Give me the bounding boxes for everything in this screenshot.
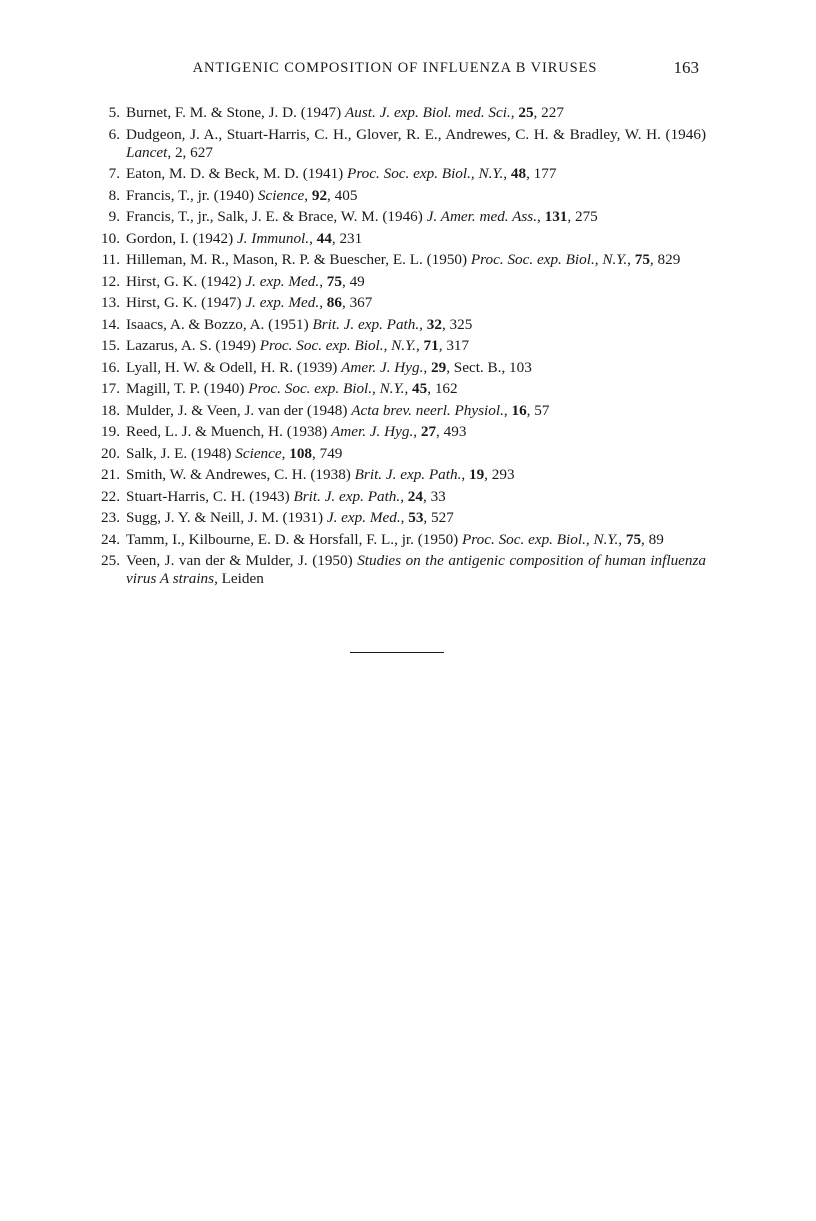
reference-authors: Veen, J. van der & Mulder, J. (1950) [126, 552, 353, 569]
reference-journal: Amer. J. Hyg. [331, 423, 414, 440]
reference-authors: Hilleman, M. R., Mason, R. P. & Buescher, E. L. (1950) [126, 251, 468, 268]
reference-journal: Brit. J. exp. Path. [293, 487, 401, 505]
reference-volume: 44 [316, 229, 332, 247]
reference-number: 7. [108, 165, 120, 182]
reference-journal: J. Immunol. [236, 229, 310, 247]
reference-authors: Burnet, F. M. & Stone, J. D. (1947) [126, 104, 342, 121]
reference-journal: J. exp. Med. [245, 272, 320, 290]
reference-number: 19. [101, 423, 120, 440]
reference-authors: Hirst, G. K. (1947) [126, 294, 242, 311]
reference-number: 21. [101, 466, 120, 483]
reference-volume: 131 [544, 208, 568, 225]
reference-number: 25. [101, 552, 120, 569]
reference-number: 22. [101, 487, 120, 505]
reference-volume: 25 [518, 104, 534, 121]
reference-authors: Eaton, M. D. & Beck, M. D. (1941) [126, 165, 344, 182]
reference-item: 12. Hirst, G. K. (1942) J. exp. Med., 75, 49 [82, 273, 706, 291]
reference-number: 16. [101, 358, 120, 376]
reference-journal: J. exp. Med. [326, 509, 401, 526]
reference-authors: Reed, L. J. & Muench, H. (1938) [126, 423, 328, 440]
reference-number: 8. [108, 186, 120, 204]
reference-pages: , 325 [441, 315, 473, 333]
reference-item: 24. Tamm, I., Kilbourne, E. D. & Horsfall, F. L., jr. (1950) Proc. Soc. exp. Biol., N.Y., 75, 89 [82, 531, 706, 549]
reference-item: 14. Isaacs, A. & Bozzo, A. (1951) Brit. J. exp. Path., 32, 325 [82, 316, 706, 334]
reference-volume: 92 [311, 186, 328, 204]
reference-authors: Tamm, I., Kilbourne, E. D. & Horsfall, F. L., jr. (1950) [126, 530, 459, 548]
reference-pages: , Sect. B., 103 [446, 358, 532, 376]
reference-pages: , 829 [649, 251, 681, 268]
reference-journal: J. Amer. med. Ass. [426, 208, 538, 225]
reference-journal: Studies on the antigenic composition of human influenza virus A strains [126, 552, 707, 587]
reference-pages: , 293 [484, 466, 515, 483]
reference-volume: 75 [634, 251, 650, 268]
reference-journal: J. exp. Med. [245, 294, 320, 311]
reference-number: 17. [101, 380, 120, 397]
reference-pages: , 367 [341, 294, 373, 311]
reference-item: 19. Reed, L. J. & Muench, H. (1938) Amer. J. Hyg., 27, 493 [82, 423, 706, 441]
reference-number: 14. [101, 315, 120, 333]
page-number: 163 [673, 58, 699, 77]
reference-item: 5. Burnet, F. M. & Stone, J. D. (1947) Aust. J. exp. Biol. med. Sci., 25, 227 [82, 104, 706, 122]
reference-volume: 48 [510, 165, 527, 182]
reference-list [82, 104, 706, 592]
reference-authors: Smith, W. & Andrewes, C. H. (1938) [126, 466, 351, 483]
reference-item: 17. Magill, T. P. (1940) Proc. Soc. exp. Biol., N.Y., 45, 162 [82, 380, 706, 398]
running-header-title: ANTIGENIC COMPOSITION OF INFLUENZA B VIRUSES [192, 60, 598, 76]
reference-volume: 24 [407, 487, 423, 505]
reference-pages: , 33 [422, 487, 446, 505]
reference-authors: Isaacs, A. & Bozzo, A. (1951) [126, 315, 309, 333]
reference-journal: Proc. Soc. exp. Biol., N.Y. [347, 165, 504, 182]
reference-journal: Aust. J. exp. Biol. med. Sci. [345, 104, 511, 121]
reference-number: 24. [101, 530, 120, 548]
reference-pages: , 57 [526, 401, 550, 419]
reference-journal: Proc. Soc. exp. Biol., N.Y. [470, 251, 628, 268]
reference-authors: Dudgeon, J. A., Stuart-Harris, C. H., Glover, R. E., Andrewes, C. H. & Bradley, W. H. (1946) [126, 125, 706, 143]
reference-journal: Amer. J. Hyg. [341, 358, 424, 376]
reference-pages: , Leiden [214, 570, 264, 587]
reference-volume: 53 [408, 509, 424, 526]
reference-journal: Proc. Soc. exp. Biol., N.Y. [259, 337, 416, 354]
reference-volume: 86 [326, 294, 342, 311]
reference-volume: 71 [423, 337, 439, 354]
reference-pages: , 49 [341, 272, 365, 290]
reference-number: 5. [108, 104, 120, 121]
reference-number: 23. [101, 509, 120, 526]
reference-pages: , 405 [327, 186, 358, 204]
reference-journal: Brit. J. exp. Path. [312, 315, 420, 333]
reference-authors: Stuart-Harris, C. H. (1943) [126, 487, 290, 505]
reference-authors: Magill, T. P. (1940) [126, 380, 245, 397]
reference-number: 15. [101, 337, 120, 354]
reference-pages: , 275 [567, 208, 598, 225]
reference-number: 13. [101, 294, 120, 311]
reference-pages: , 227 [533, 104, 564, 121]
reference-journal: Proc. Soc. exp. Biol., N.Y. [462, 530, 619, 548]
reference-item: 11. Hilleman, M. R., Mason, R. P. & Buescher, E. L. (1950) Proc. Soc. exp. Biol., N.Y., 75, 829 [82, 251, 706, 269]
reference-authors: Francis, T., jr., Salk, J. E. & Brace, W. M. (1946) [126, 208, 423, 225]
reference-authors: Lazarus, A. S. (1949) [126, 337, 256, 354]
reference-item: 8. Francis, T., jr. (1940) Science, 92, 405 [82, 187, 706, 205]
reference-pages: , 2, 627 [167, 143, 213, 161]
reference-item: 22. Stuart-Harris, C. H. (1943) Brit. J. exp. Path., 24, 33 [82, 488, 706, 506]
reference-number: 18. [101, 401, 120, 419]
reference-number: 11. [101, 251, 120, 268]
reference-authors: Sugg, J. Y. & Neill, J. M. (1931) [126, 509, 324, 526]
reference-volume: 27 [420, 423, 437, 440]
reference-volume: 32 [426, 315, 442, 333]
reference-pages: , 749 [312, 444, 343, 462]
reference-item [82, 126, 706, 162]
reference-item: 7. Eaton, M. D. & Beck, M. D. (1941) Proc. Soc. exp. Biol., N.Y., 48, 177 [82, 165, 706, 183]
reference-volume: 16 [511, 401, 527, 419]
reference-item: 16. Lyall, H. W. & Odell, H. R. (1939) Amer. J. Hyg., 29, Sect. B., 103 [82, 359, 706, 377]
reference-journal: Lancet [126, 143, 168, 161]
reference-authors: Salk, J. E. (1948) [126, 444, 232, 462]
reference-item: 20. Salk, J. E. (1948) Science, 108, 749 [82, 445, 706, 463]
reference-journal: Science [257, 186, 305, 204]
reference-item: 10. Gordon, I. (1942) J. Immunol., 44, 231 [82, 230, 706, 248]
reference-item: 13. Hirst, G. K. (1947) J. exp. Med., 86, 367 [82, 294, 706, 312]
reference-volume: 29 [431, 358, 447, 376]
reference-volume: 19 [468, 466, 485, 483]
reference-authors: Mulder, J. & Veen, J. van der (1948) [126, 401, 348, 419]
reference-item: 21. Smith, W. & Andrewes, C. H. (1938) Brit. J. exp. Path., 19, 293 [82, 466, 706, 484]
reference-journal: Proc. Soc. exp. Biol., N.Y. [248, 380, 405, 397]
reference-number: 20. [101, 444, 120, 462]
reference-volume: 108 [289, 444, 313, 462]
reference-number: 9. [108, 208, 120, 225]
reference-item [82, 552, 706, 588]
reference-authors: Lyall, H. W. & Odell, H. R. (1939) [126, 358, 338, 376]
reference-item: 18. Mulder, J. & Veen, J. van der (1948) Acta brev. neerl. Physiol., 16, 57 [82, 402, 706, 420]
reference-pages: , 177 [526, 165, 557, 182]
reference-pages: , 162 [427, 380, 458, 397]
reference-authors: Gordon, I. (1942) [126, 229, 234, 247]
reference-journal: Acta brev. neerl. Physiol. [351, 401, 504, 419]
reference-volume: 75 [326, 272, 342, 290]
reference-pages: , 231 [331, 229, 363, 247]
reference-journal: Brit. J. exp. Path. [354, 466, 462, 483]
reference-pages: , 317 [438, 337, 470, 354]
reference-item: 15. Lazarus, A. S. (1949) Proc. Soc. exp. Biol., N.Y., 71, 317 [82, 337, 706, 355]
reference-number: 10. [101, 229, 120, 247]
reference-authors: Hirst, G. K. (1942) [126, 272, 242, 290]
reference-pages: , 493 [436, 423, 467, 440]
reference-item: 9. Francis, T., jr., Salk, J. E. & Brace, W. M. (1946) J. Amer. med. Ass., 131, 275 [82, 208, 706, 226]
reference-authors: Francis, T., jr. (1940) [126, 186, 255, 204]
reference-volume: 75 [625, 530, 642, 548]
reference-pages: , 89 [641, 530, 664, 548]
reference-pages: , 527 [423, 509, 454, 526]
reference-volume: 45 [412, 380, 428, 397]
reference-number: 6. [108, 125, 120, 143]
end-rule-divider [350, 652, 444, 653]
reference-number: 12. [101, 272, 120, 290]
reference-journal: Science [235, 444, 282, 462]
reference-item: 23. Sugg, J. Y. & Neill, J. M. (1931) J. exp. Med., 53, 527 [82, 509, 706, 527]
